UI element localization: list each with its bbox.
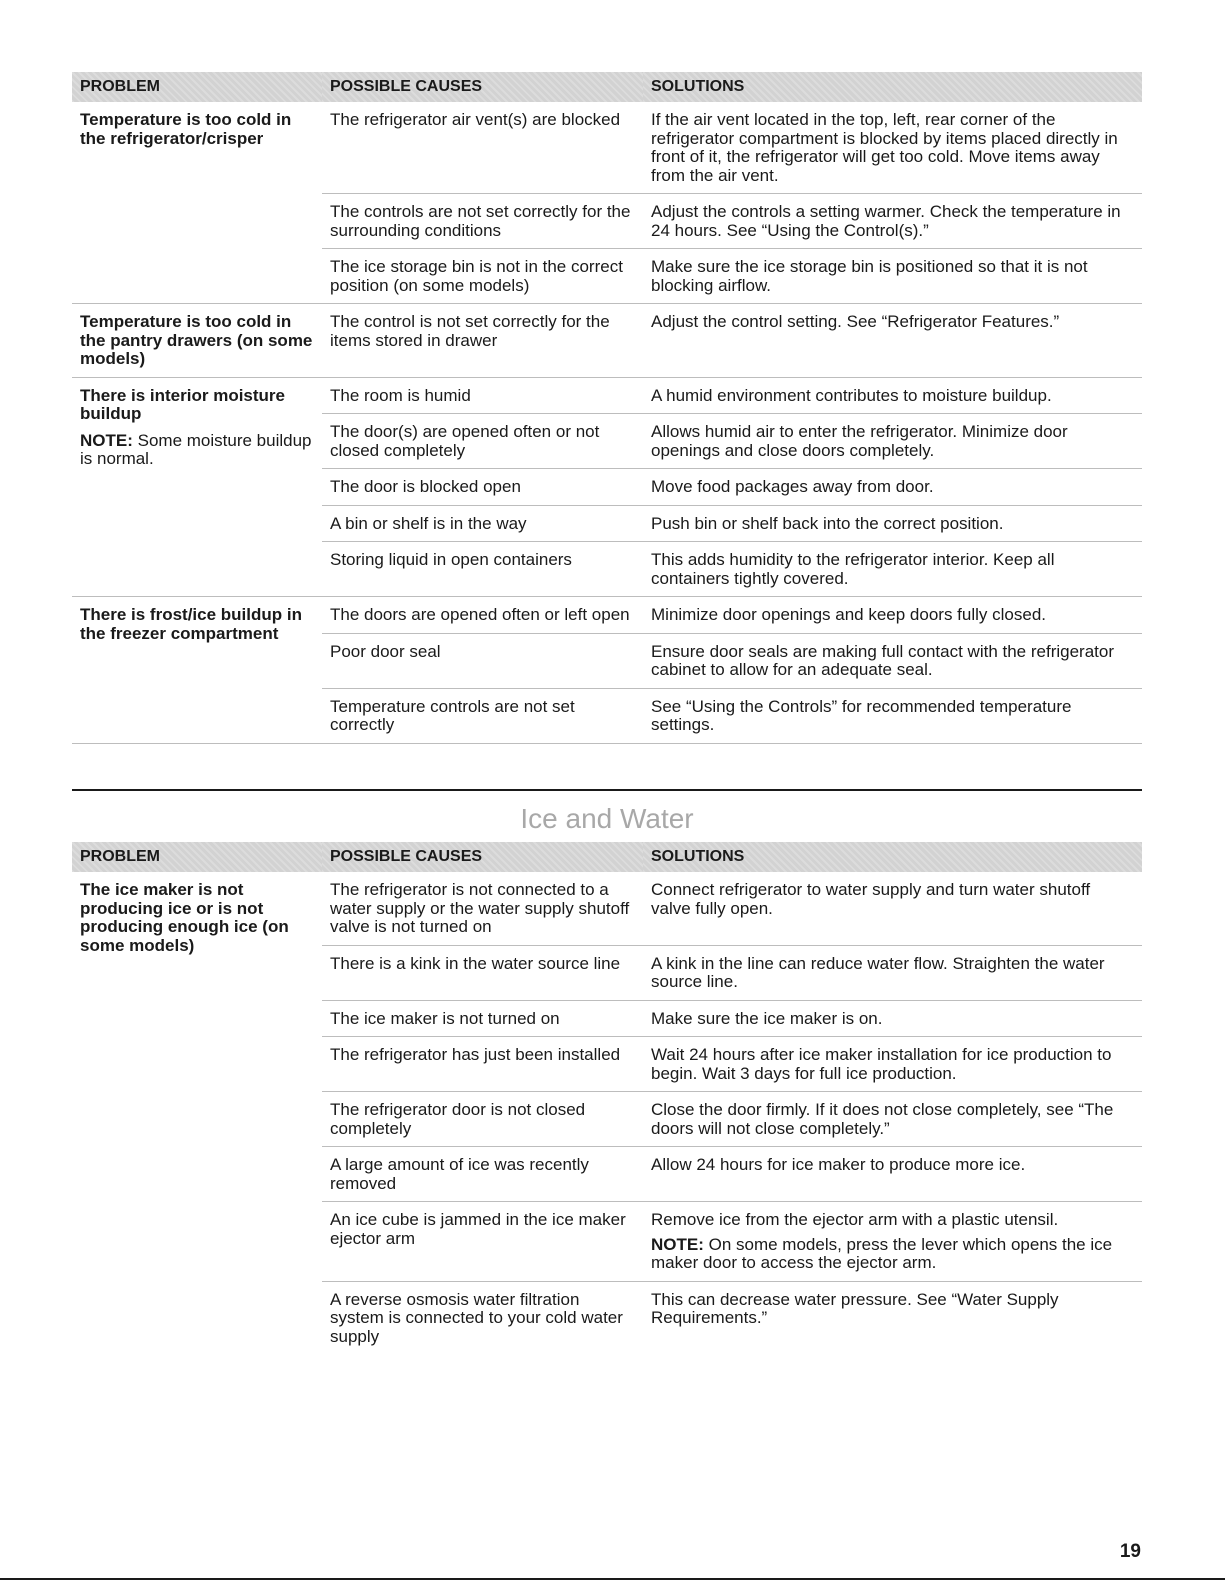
- problem-text: The ice maker is not producing ice or is not producing enough ice (on some models): [80, 880, 289, 955]
- solution-text: Remove ice from the ejector arm with a plastic utensil.: [651, 1210, 1059, 1229]
- problem-cell: [72, 102, 322, 304]
- note-label: NOTE:: [80, 430, 133, 450]
- problem-text: There is interior moisture buildup: [80, 385, 285, 423]
- problem-cell: [72, 378, 322, 598]
- cause-cell: The refrigerator air vent(s) are blocked: [322, 102, 643, 194]
- header-solutions: [643, 72, 1142, 102]
- solution-cell: See “Using the Controls” for recommended temperature settings.: [643, 689, 1142, 744]
- note-label: NOTE:: [651, 1234, 704, 1254]
- note-text: On some models, press the lever which opens the ice maker door to access the ejector arm.: [651, 1234, 1113, 1272]
- header-problem-label: PROBLEM: [80, 77, 160, 95]
- cause-cell: The door(s) are opened often or not closed completely: [322, 414, 643, 469]
- solution-cell: Minimize door openings and keep doors fully closed.: [643, 597, 1142, 634]
- page-bottom-rule: [0, 1578, 1225, 1580]
- page-number: 19: [1119, 1541, 1141, 1562]
- cause-cell: Storing liquid in open containers: [322, 542, 643, 597]
- cause-cell: The doors are opened often or left open: [322, 597, 643, 634]
- solution-cell: A humid environment contributes to moisture buildup.: [643, 378, 1142, 415]
- problem-cell: [72, 597, 322, 744]
- header-problem: [72, 72, 322, 102]
- header-causes: [322, 842, 643, 872]
- header-solutions-label: SOLUTIONS: [651, 77, 745, 95]
- problem-note: [80, 432, 314, 469]
- cause-cell: The refrigerator has just been installed: [322, 1037, 643, 1092]
- problem-text: Temperature is too cold in the pantry drawers (on some models): [80, 312, 313, 368]
- header-solutions-label: SOLUTIONS: [651, 847, 745, 865]
- section-title: Ice and Water: [520, 803, 694, 834]
- solution-cell: Ensure door seals are making full contact with the refrigerator cabinet to allow for an adequate seal.: [643, 634, 1142, 689]
- header-solutions: [643, 842, 1142, 872]
- solution-cell: Push bin or shelf back into the correct position.: [643, 506, 1142, 543]
- solution-cell: This adds humidity to the refrigerator interior. Keep all containers tightly covered.: [643, 542, 1142, 597]
- header-problem-label: PROBLEM: [80, 847, 160, 865]
- cause-cell: Poor door seal: [322, 634, 643, 689]
- cause-cell: A large amount of ice was recently removed: [322, 1147, 643, 1202]
- solution-cell: Allows humid air to enter the refrigerator. Minimize door openings and close doors completely.: [643, 414, 1142, 469]
- note-text: Some moisture buildup is normal.: [80, 430, 312, 468]
- cause-cell: A reverse osmosis water filtration system is connected to your cold water supply: [330, 1289, 623, 1346]
- solution-note: [651, 1236, 1128, 1273]
- cause-cell: There is a kink in the water source line: [322, 946, 643, 1001]
- solution-cell: If the air vent located in the top, left, rear corner of the refrigerator compartment is blocked by items placed directly in front of it, the refrigerator will get too cold. Move items away from the air vent.: [643, 102, 1142, 194]
- solution-cell: A kink in the line can reduce water flow. Straighten the water source line.: [643, 946, 1142, 1001]
- header-causes-label: POSSIBLE CAUSES: [330, 77, 483, 95]
- solution-cell: Adjust the controls a setting warmer. Check the temperature in 24 hours. See “Using the Control(s).”: [643, 194, 1142, 249]
- cause-cell: Temperature controls are not set correctly: [322, 689, 643, 744]
- cause-cell: A bin or shelf is in the way: [322, 506, 643, 543]
- problem-text: There is frost/ice buildup in the freezer compartment: [80, 605, 302, 643]
- solution-cell: Allow 24 hours for ice maker to produce more ice.: [643, 1147, 1142, 1202]
- problem-cell: [72, 304, 322, 378]
- solution-cell: Connect refrigerator to water supply and turn water shutoff valve fully open.: [643, 872, 1142, 946]
- cause-cell: The control is not set correctly for the items stored in drawer: [322, 304, 643, 378]
- cause-cell: The room is humid: [322, 378, 643, 415]
- cause-cell: The refrigerator is not connected to a water supply or the water supply shutoff valve is not turned on: [322, 872, 643, 946]
- header-causes: [322, 72, 643, 102]
- solution-cell: Adjust the control setting. See “Refrigerator Features.”: [643, 304, 1142, 378]
- solution-cell: Wait 24 hours after ice maker installation for ice production to begin. Wait 3 days for full ice production.: [643, 1037, 1142, 1092]
- header-problem: [72, 842, 322, 872]
- cause-cell: The controls are not set correctly for the surrounding conditions: [322, 194, 643, 249]
- cause-cell: The door is blocked open: [322, 469, 643, 506]
- header-causes-label: POSSIBLE CAUSES: [330, 847, 483, 865]
- solution-cell: Close the door firmly. If it does not close completely, see “The doors will not close completely.”: [643, 1092, 1142, 1147]
- problem-cell: [72, 872, 322, 1354]
- cause-cell: The ice maker is not turned on: [322, 1001, 643, 1038]
- section-divider: [72, 789, 1142, 791]
- solution-cell: Make sure the ice storage bin is positioned so that it is not blocking airflow.: [643, 249, 1142, 304]
- problem-text: Temperature is too cold in the refrigerator/crisper: [80, 110, 292, 148]
- troubleshooting-table-refrigerator: [72, 72, 1142, 744]
- solution-cell: Make sure the ice maker is on.: [643, 1001, 1142, 1038]
- solution-cell: [643, 1202, 1142, 1282]
- cause-cell: The refrigerator door is not closed completely: [322, 1092, 643, 1147]
- cause-cell: An ice cube is jammed in the ice maker ejector arm: [322, 1202, 643, 1282]
- solution-cell: This can decrease water pressure. See “Water Supply Requirements.”: [651, 1289, 1059, 1327]
- solution-cell: Move food packages away from door.: [643, 469, 1142, 506]
- cause-cell: The ice storage bin is not in the correct position (on some models): [322, 249, 643, 304]
- troubleshooting-table-ice-water: [72, 842, 1142, 1354]
